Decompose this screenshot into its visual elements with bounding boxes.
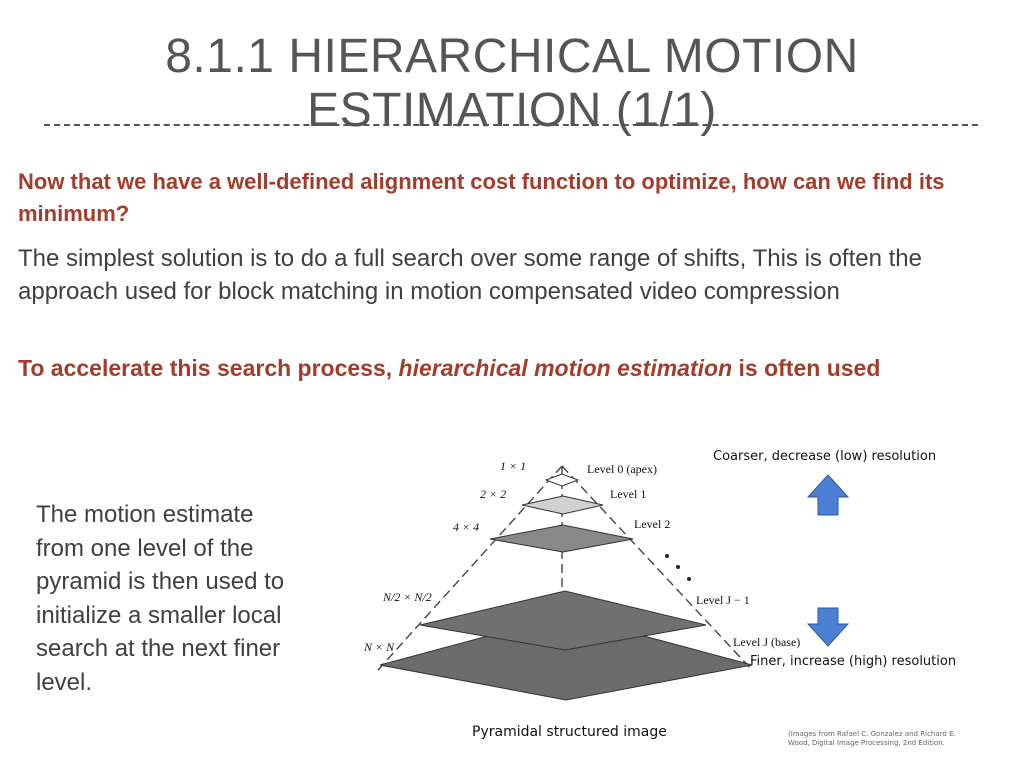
continuation-dot	[665, 554, 669, 558]
level-label-1: Level 1	[610, 487, 647, 501]
figure-caption: Pyramidal structured image	[472, 724, 667, 740]
coarser-label: Coarser, decrease (low) resolution	[713, 449, 937, 464]
level-0-plane	[546, 474, 578, 486]
size-label-1: 2 × 2	[480, 487, 507, 501]
question-paragraph: Now that we have a well-defined alignment cost function to optimize, how can we find its minimum?	[18, 169, 945, 226]
size-label-0: 1 × 1	[500, 459, 527, 473]
arrow-up-icon	[808, 475, 848, 515]
level-label-j-minus-1: Level J − 1	[696, 593, 750, 607]
full-search-paragraph: The simplest solution is to do a full search over some range of shifts, This is often the approach used for block matching in motion compensated video compression	[18, 245, 922, 305]
level-1-plane	[522, 496, 603, 514]
size-label-2: 4 × 4	[453, 520, 480, 534]
hierarchical-term: hierarchical motion estimation	[398, 355, 733, 381]
hierarchical-text-post: is often used	[732, 355, 881, 381]
level-label-0: Level 0 (apex)	[587, 462, 657, 476]
level-label-j: Level J (base)	[733, 635, 801, 649]
finer-label: Finer, increase (high) resolution	[750, 654, 957, 669]
size-label-4: N × N	[364, 640, 395, 654]
hierarchical-text-pre: To accelerate this search process,	[18, 355, 399, 381]
hierarchical-paragraph	[18, 352, 1008, 385]
level-2-plane	[490, 525, 633, 552]
title-divider	[44, 124, 978, 126]
pyramid-figure	[355, 440, 975, 740]
continuation-dot	[687, 577, 691, 581]
arrow-down-icon	[808, 608, 848, 646]
size-label-3: N/2 × N/2	[383, 590, 432, 604]
title-line-1: 8.1.1 HIERARCHICAL MOTION	[165, 30, 859, 83]
title-line-2: ESTIMATION (1/1)	[307, 84, 717, 137]
image-credit: (Images from Rafael C. Gonzalez and Richard E. Wood, Digital Image Processing, 2nd Edition.	[788, 730, 956, 747]
slide-title	[40, 30, 984, 138]
level-label-2: Level 2	[634, 517, 671, 531]
continuation-dot	[676, 565, 680, 569]
pyramid-description: The motion estimate from one level of the pyramid is then used to initialize a smaller local search at the next finer level.	[36, 501, 285, 696]
